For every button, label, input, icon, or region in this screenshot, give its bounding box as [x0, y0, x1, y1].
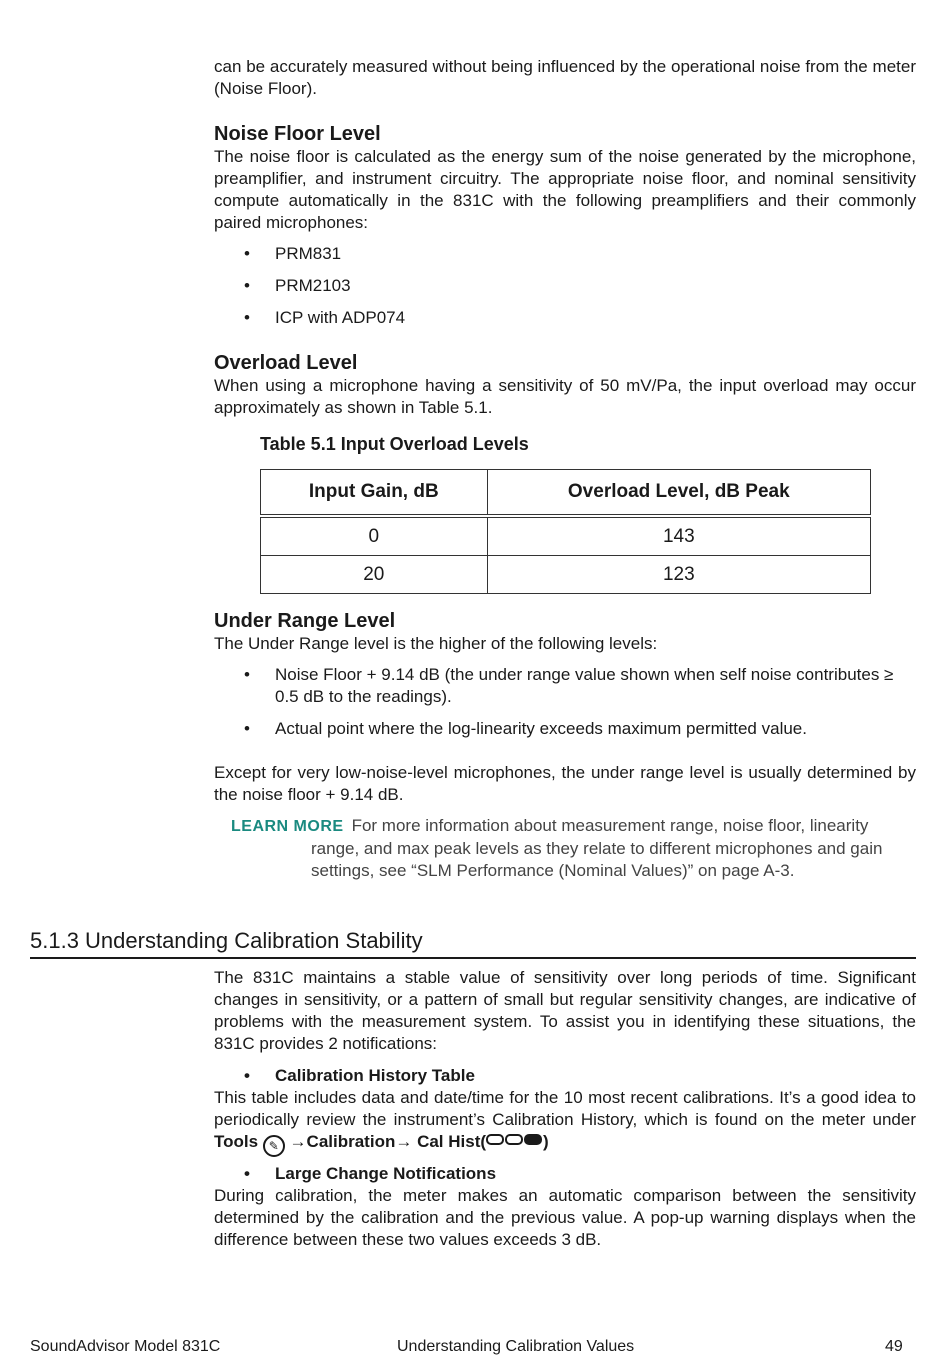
section-paragraph: The 831C maintains a stable value of sensitivity over long periods of time. Significant changes in sensitivity, or a pattern of small but regular sensitivity changes, are indicative of problems with the measurement system. To assist you in identifying these situations, the 831C provides 2 notifications: — [214, 968, 916, 1053]
under-range-paragraph: The Under Range level is the higher of the following levels: — [214, 634, 658, 653]
under-range-after-paragraph: Except for very low-noise-level microphones, the under range level is usually determined by the noise floor + 9.14 dB. — [214, 763, 916, 804]
table-header-row — [261, 470, 871, 517]
notification-list-2 — [214, 1163, 916, 1185]
noise-floor-heading: Noise Floor Level — [214, 123, 381, 145]
learn-more-first-line: For more information about measurement range, noise floor, linearity — [351, 816, 869, 835]
column-header: Input Gain, dB — [261, 470, 488, 517]
learn-more-note — [231, 815, 921, 882]
footer-left: SoundAdvisor Model 831C — [30, 1338, 221, 1355]
list-item: • Large Change Notifications — [244, 1164, 497, 1183]
notification-list — [214, 1065, 916, 1087]
noise-floor-paragraph: The noise floor is calculated as the energy sum of the noise generated by the microphone, preamplifier, and instrument circuitry. The appropriate noise floor, and nominal sensitivity compute automatically in the 831C with the following preamplifiers and their commonly paired microphones: — [214, 147, 916, 232]
large-change-paragraph: During calibration, the meter makes an automatic comparison between the sensitivity determined by the calibration and the previous value. A pop-up warning displays when the difference between these two values exceeds 3 dB. — [214, 1186, 916, 1249]
overload-table — [260, 469, 871, 594]
list-item: • PRM2103 — [244, 276, 351, 295]
path-arrow: → — [289, 1132, 307, 1151]
table-cell: 123 — [487, 556, 870, 594]
large-change-block — [214, 1185, 916, 1251]
table-cell: 0 — [261, 516, 488, 556]
learn-more-text: range, and max peak levels as they relate to different microphones and gain settings, see “SLM Performance (Nominal Values)” on page A-3. — [311, 839, 883, 880]
list-item: • Calibration History Table — [244, 1066, 475, 1085]
overload-paragraph: When using a microphone having a sensitivity of 50 mV/Pa, the input overload may occur approximately as shown in Table 5.1. — [214, 376, 916, 417]
noise-floor-section — [214, 122, 916, 234]
column-header: Overload Level, dB Peak — [487, 470, 870, 517]
list-item: • PRM831 — [244, 244, 342, 263]
preamp-list — [214, 243, 916, 329]
table-caption: Table 5.1 Input Overload Levels — [260, 434, 529, 454]
overload-heading: Overload Level — [214, 352, 358, 374]
menu-path-cal-hist: Cal Hist — [417, 1132, 481, 1151]
footer-center: Understanding Calibration Values — [397, 1338, 635, 1355]
intro-paragraph: can be accurately measured without being influenced by the operational noise from the meter (Noise Floor). — [214, 57, 916, 98]
path-arrow: → — [395, 1132, 413, 1151]
menu-path-calibration: Calibration — [306, 1132, 396, 1151]
section-body — [214, 967, 916, 1055]
under-range-after — [214, 762, 916, 806]
cal-history-block — [214, 1087, 916, 1157]
table-cell: 20 — [261, 556, 488, 594]
wrench-icon: ✎ — [263, 1135, 285, 1157]
page-number: 49 — [885, 1338, 903, 1355]
learn-more-tag: LEARN MORE — [231, 818, 344, 835]
overload-section — [214, 351, 916, 419]
list-item: • Noise Floor + 9.14 dB (the under range value shown when self noise contributes ≥ 0.5 dB to the readings). — [244, 665, 894, 706]
cal-history-paragraph: This table includes data and date/time for the 10 most recent calibrations. It’s a good idea to periodically review the instrument’s Calibration History, which is found on the meter under Tools ✎ →Calibration→ Cal Hist( ) — [214, 1087, 916, 1157]
menu-path-tools: Tools — [214, 1132, 259, 1151]
under-range-section — [214, 609, 916, 655]
table-row — [261, 556, 871, 594]
table-cell: 143 — [487, 516, 870, 556]
list-item: • ICP with ADP074 — [244, 308, 406, 327]
section-title: 5.1.3 Understanding Calibration Stability — [30, 927, 916, 959]
under-range-heading: Under Range Level — [214, 610, 396, 632]
table-row — [261, 516, 871, 556]
intro-block — [214, 56, 916, 100]
under-range-list — [214, 664, 916, 740]
list-item: • Actual point where the log-linearity exceeds maximum permitted value. — [244, 719, 807, 738]
tab-indicator-icon — [486, 1132, 543, 1151]
